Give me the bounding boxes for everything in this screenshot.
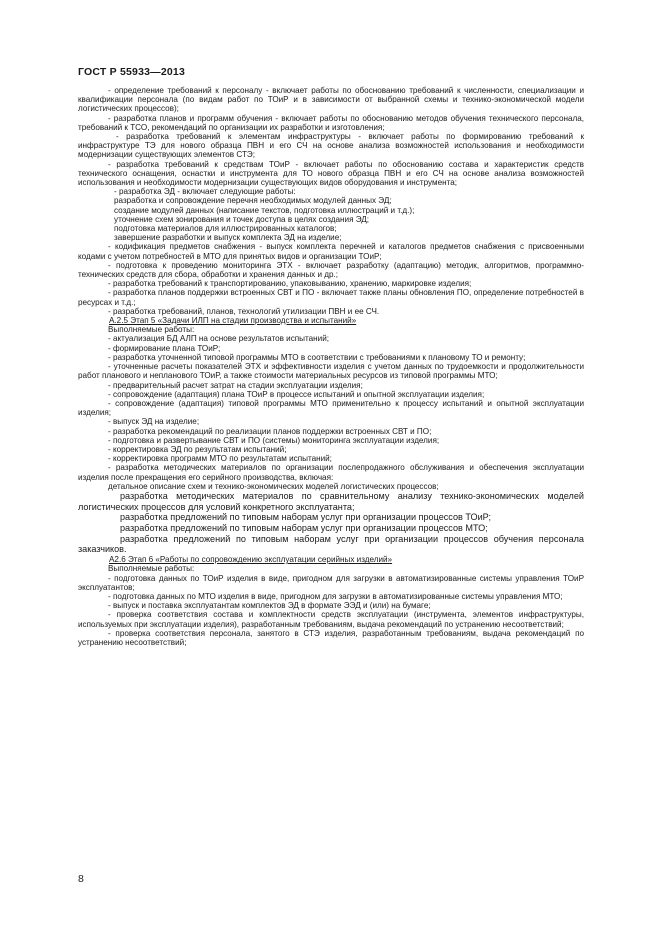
paragraph: разработка предложений по типовым наборам услуг при организации процессов ТОиР;	[120, 512, 492, 523]
document-body	[78, 86, 584, 647]
paragraph: разработка предложений по типовым наборам услуг при организации процессов МТО;	[120, 523, 488, 534]
paragraph: разработка и сопровождение перечня необходимых модулей данных ЭД;	[114, 196, 392, 206]
paragraph: - разработка планов поддержки встроенных СВТ и ПО - включает также планы обновления ПО, определение потребностей в ресурсах и т.д.;	[78, 288, 584, 307]
paragraph: - корректировка ЭД по результатам испытаний;	[108, 444, 287, 454]
paragraph: - подготовка и развертывание СВТ и ПО (системы) мониторинга эксплуатации изделия;	[108, 435, 440, 445]
paragraph: - разработка рекомендаций по реализации планов поддержки встроенных СВТ и ПО;	[108, 426, 432, 436]
paragraph: - выпуск и поставка эксплуатантам комплектов ЭД в формате ЭЭД и (или) на бумаге;	[108, 601, 431, 611]
paragraph: - определение требований к персоналу - включает работы по обоснованию требований к численности, специализации и квалификации персонала (по видам работ по ТОиР и в зависимости от выбранной схемы и технико-экономической модели логистических процессов);	[78, 86, 584, 114]
paragraph: - разработка уточненной типовой программы МТО в соответствии с требованиями к плановому ТО и ремонту;	[108, 352, 526, 362]
paragraph: создание модулей данных (написание текстов, подготовка иллюстраций и т.д.);	[114, 205, 415, 215]
paragraph: - разработка методических материалов по организации послепродажного обслуживания и обеспечения эксплуатации изделия после прекращения его серийного производства, включая:	[78, 463, 584, 482]
paragraph: - актуализация БД АЛП на основе результатов испытаний;	[108, 334, 329, 344]
paragraph: - разработка требований к средствам ТОиР - включает работы по обоснованию состава и характеристик средств технического оснащения, оснастки и инструмента для ТО нового образца ПВН и его СЧ на основе анализа возможностей использования и необходимости модернизации существующих видов оборудования и инструмента;	[78, 159, 584, 188]
paragraph: - сопровождение (адаптация) плана ТОиР в процессе испытаний и опытной эксплуатации изделия;	[108, 389, 485, 399]
paragraph: - предварительный расчет затрат на стадии эксплуатации изделия;	[108, 380, 363, 390]
section-heading: А2.6 Этап 6 «Работы по сопровождению эксплуатации серийных изделий»	[109, 555, 393, 565]
paragraph: уточнение схем зонирования и точек доступа в целях создания ЭД;	[114, 214, 370, 224]
paragraph: разработка методических материалов по сравнительному анализу технико-экономических моделей логистических процессов для условий конкретного эксплуатанта;	[78, 490, 584, 512]
paragraph: завершение разработки и выпуск комплекта ЭД на изделие;	[114, 233, 342, 243]
paragraph: - выпуск ЭД на изделие;	[108, 417, 200, 427]
paragraph: - разработка требований, планов, технологий утилизации ПВН и ее СЧ.	[108, 306, 380, 316]
paragraph: - разработка требований к элементам инфраструктуры - включает работы по формированию требований к инфраструктуре ТЭ для нового образца ПВН и его СЧ на основе анализа возможностей использования и необходимости модернизации существующих элементов СТЭ;	[78, 132, 584, 160]
page-number: 8	[78, 873, 84, 885]
paragraph: разработка предложений по типовым наборам услуг при организации процессов обучения персонала заказчиков.	[78, 533, 584, 555]
paragraph: - подготовка к проведению мониторинга ЭТХ - включает разработку (адаптацию) методик, алгоритмов, программно-технических средств для сбора, обработки и хранения данных и др.;	[78, 260, 584, 280]
paragraph: - проверка соответствия состава и комплектности средств эксплуатации (инструмента, элементов инфраструктуры, используемых при эксплуатации изделия), разработанным требованиям, выдача рекомендаций по устранению несоответствий;	[78, 610, 584, 629]
paragraph: - разработка планов и программ обучения - включает работы по обоснованию методов обучения технического персонала, требований к ТСО, рекомендаций по организации их разработки и изготовления;	[78, 113, 584, 132]
paragraph: - уточненные расчеты показателей ЭТХ и эффективности изделия с учетом данных по трудоемкости и продолжительности работ планового и непланового ТОиР, а также стоимости материальных ресурсов из типовой программы МТО;	[78, 362, 584, 381]
paragraph: Выполняемые работы:	[108, 564, 195, 574]
paragraph: - сопровождение (адаптация) типовой программы МТО применительно к процессу испытаний и опытной эксплуатации изделия;	[78, 398, 584, 418]
paragraph: Выполняемые работы:	[108, 325, 195, 335]
paragraph: - подготовка данных по ТОиР изделия в виде, пригодном для загрузки в автоматизированные системы управления ТОиР эксплуатантов;	[78, 573, 584, 592]
paragraph: - разработка требований к транспортированию, упаковыванию, хранению, маркировке изделия;	[108, 279, 472, 289]
page-header: ГОСТ Р 55933—2013	[78, 66, 186, 78]
paragraph: - проверка соответствия персонала, занятого в СТЭ изделия, разработанным требованиям, выдача рекомендаций по устранению несоответствий;	[78, 628, 584, 647]
section-heading: А.2.5 Этап 5 «Задачи ИЛП на стадии производства и испытаний»	[109, 316, 357, 326]
paragraph: - корректировка программ МТО по результатам испытаний;	[108, 454, 332, 464]
paragraph: - формирование плана ТОиР;	[108, 343, 221, 353]
paragraph: подготовка материалов для иллюстрированных каталогов;	[114, 224, 337, 234]
paragraph: - разработка ЭД - включает следующие работы:	[114, 187, 296, 197]
paragraph: - подготовка данных по МТО изделия в виде, пригодном для загрузки в автоматизированные системы управления МТО;	[108, 591, 563, 601]
paragraph: детальное описание схем и технико-экономических моделей логистических процессов;	[108, 481, 439, 491]
paragraph: - кодификация предметов снабжения - выпуск комплекта перечней и каталогов предметов снабжения с присвоенными кодами с учетом потребностей в МТО для принятых видов и организации ТОиР;	[78, 242, 584, 261]
